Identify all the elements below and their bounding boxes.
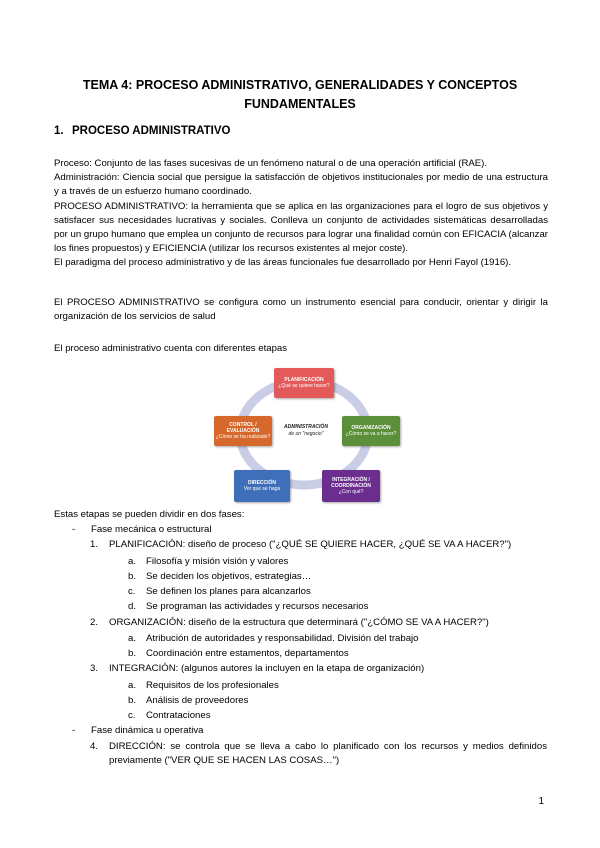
item-number: 1. — [90, 539, 99, 550]
subitem-actividades: Se programan las actividades y recursos necesarios — [146, 601, 369, 612]
phase-dynamic: Fase dinámica u operativa — [91, 725, 204, 736]
stage-sub: Ver que se haga — [243, 486, 281, 492]
definition-proceso: Proceso: Conjunto de las fases sucesivas de un fenómeno natural o de una operación artificial (RAE). — [54, 158, 488, 169]
definitions-block — [54, 157, 548, 271]
subitem-filosofia: Filosofía y misión visión y valores — [146, 556, 289, 567]
stage-sub: ¿Qué se quiere hacer? — [278, 383, 330, 389]
subitem-contrataciones: Contrataciones — [146, 710, 211, 721]
stage-organizacion — [342, 416, 400, 446]
section-heading — [54, 125, 230, 137]
item-letter: d. — [128, 601, 137, 612]
subitem-atribucion: Atribución de autoridades y responsabilidad. División del trabajo — [146, 633, 419, 644]
stage-title: PLANIFICACIÓN — [284, 377, 324, 383]
center-line-1: ADMINISTRACIÓN — [284, 424, 328, 430]
title-line-1: TEMA 4: PROCESO ADMINISTRATIVO, GENERALIDADES Y CONCEPTOS — [82, 78, 518, 92]
section-title: PROCESO ADMINISTRATIVO — [72, 125, 231, 137]
item-letter: c. — [128, 710, 136, 721]
item-letter: a. — [128, 556, 137, 567]
stage-sub: ¿Con qué? — [338, 489, 364, 495]
item-letter: b. — [128, 648, 137, 659]
phase-mechanical: Fase mecánica o estructural — [91, 524, 212, 535]
page-number: 1 — [538, 796, 544, 807]
page-title — [60, 76, 540, 114]
stage-title: ORGANIZACIÓN — [351, 425, 391, 431]
subitem-planes: Se definen los planes para alcanzarlos — [146, 586, 311, 597]
stage-sub: ¿Cómo se ha realizado? — [215, 434, 271, 440]
title-line-2: FUNDAMENTALES — [244, 97, 356, 111]
item-number: 2. — [90, 617, 99, 628]
definition-fayol: El paradigma del proceso administrativo y de las áreas funcionales fue desarrollado por Henri Fayol (1916). — [54, 257, 512, 269]
stage-title: DIRECCIÓN — [247, 480, 277, 486]
stage-title: CONTROL / EVALUACIÓN — [226, 422, 260, 434]
process-cycle-diagram — [206, 364, 402, 506]
paragraph-stages: El proceso administrativo cuenta con diferentes etapas — [54, 343, 288, 354]
item-letter: a. — [128, 633, 137, 644]
dash-bullet: - — [72, 725, 76, 736]
phases-intro: Estas etapas se pueden dividir en dos fases: — [54, 509, 245, 520]
item-planificacion: PLANIFICACIÓN: diseño de proceso ("¿QUÉ SE QUIERE HACER, ¿QUÉ SE VA A HACER?") — [109, 539, 512, 550]
stage-title: INTEGRACIÓN / COORDINACIÓN — [331, 477, 371, 489]
stage-direccion — [234, 470, 290, 502]
diagram-center-label — [276, 424, 336, 438]
center-line-2: de un "negocio" — [288, 431, 324, 437]
item-direccion: DIRECCIÓN: se controla que se lleva a cabo lo planificado con los recursos y medios definidos previamente ("VER QUE SE HACEN LAS COSAS…") — [109, 741, 547, 767]
definition-proceso-administrativo: PROCESO ADMINISTRATIVO: la herramienta que se aplica en las organizaciones para el logro de sus objetivos y satisfacer sus necesidades lucrativas y sociales. Conlleva un conjunto de actividades sistemáticas desarrolladas por un grupo humano que emplea un conjunto de recursos para lograr una finalidad común con EFICACIA (alcanzar los fines propuestos) y EFICIENCIA (utilizar los recursos existentes al mejor coste). — [54, 200, 548, 255]
subitem-requisitos: Requisitos de los profesionales — [146, 680, 279, 691]
definition-administracion: Administración: Ciencia social que persigue la satisfacción de objetivos institucionales por medio de una estructura y a través de un esfuerzo humano coordinado. — [54, 172, 548, 198]
item-letter: b. — [128, 571, 137, 582]
subitem-proveedores: Análisis de proveedores — [146, 695, 249, 706]
paragraph-instrument: El PROCESO ADMINISTRATIVO se configura como un instrumento esencial para conducir, orientar y dirigir la organización de los servicios de salud — [54, 297, 548, 323]
item-number: 3. — [90, 663, 99, 674]
section-number: 1. — [54, 125, 64, 137]
stage-control — [214, 416, 272, 446]
stage-integracion — [322, 470, 380, 502]
item-letter: b. — [128, 695, 137, 706]
item-integracion: INTEGRACIÓN: (algunos autores la incluyen en la etapa de organización) — [109, 663, 425, 674]
item-letter: a. — [128, 680, 137, 691]
item-letter: c. — [128, 586, 136, 597]
item-number: 4. — [90, 741, 99, 752]
subitem-coordinacion: Coordinación entre estamentos, departamentos — [146, 648, 349, 659]
stage-planificacion — [274, 368, 334, 398]
stage-sub: ¿Cómo se va a hacer? — [345, 431, 397, 437]
subitem-objetivos: Se deciden los objetivos, estrategias… — [146, 571, 312, 582]
item-organizacion: ORGANIZACIÓN: diseño de la estructura que determinará ("¿CÓMO SE VA A HACER?") — [109, 617, 489, 628]
dash-bullet: - — [72, 524, 76, 535]
